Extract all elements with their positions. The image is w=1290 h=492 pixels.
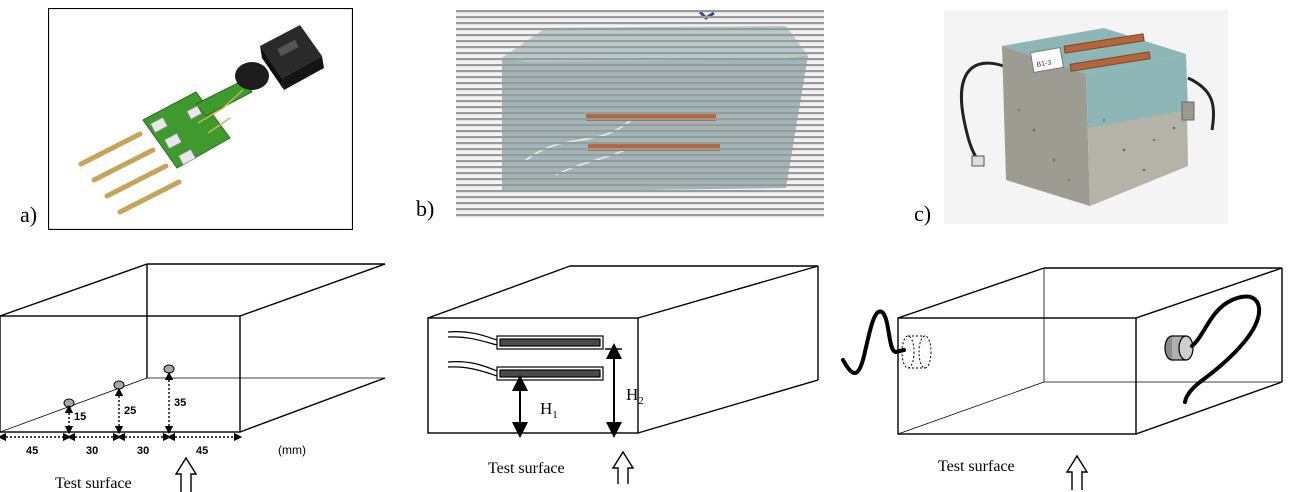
unit-label: (mm) bbox=[278, 443, 306, 457]
diagram-b bbox=[428, 266, 818, 433]
embedded-sensor-outline bbox=[902, 336, 931, 368]
test-surface-arrow-c bbox=[1067, 456, 1087, 490]
test-surface-label-b: Test surface bbox=[488, 460, 565, 477]
h2-label: $H_2$ bbox=[626, 385, 644, 407]
test-surface-arrow-a bbox=[176, 458, 196, 492]
panel-label-a: a) bbox=[20, 202, 38, 227]
probe-bars bbox=[497, 336, 603, 380]
cable-left bbox=[843, 312, 904, 373]
connector-icon bbox=[1165, 336, 1193, 360]
height-label-25: 25 bbox=[124, 405, 137, 417]
panel-label-b: b) bbox=[416, 196, 435, 221]
spacing-label-3: 30 bbox=[137, 445, 150, 457]
diagram-a bbox=[0, 264, 385, 432]
spacing-label-2: 30 bbox=[86, 445, 99, 457]
panel-label-c: c) bbox=[914, 201, 932, 226]
diagram-c bbox=[898, 268, 1282, 434]
height-label-35: 35 bbox=[174, 397, 187, 409]
spacing-label-1: 45 bbox=[26, 445, 39, 457]
probe-cables bbox=[448, 332, 497, 376]
specimen-tag: B1-3 bbox=[1036, 59, 1052, 69]
height-label-15: 15 bbox=[74, 411, 87, 423]
test-surface-label-a: Test surface bbox=[55, 475, 132, 492]
test-surface-arrow-b bbox=[613, 452, 633, 484]
h1-label: $H_1$ bbox=[540, 399, 558, 421]
cable-right bbox=[1185, 297, 1259, 402]
test-surface-label-c: Test surface bbox=[938, 458, 1015, 475]
spacing-label-4: 45 bbox=[196, 445, 209, 457]
